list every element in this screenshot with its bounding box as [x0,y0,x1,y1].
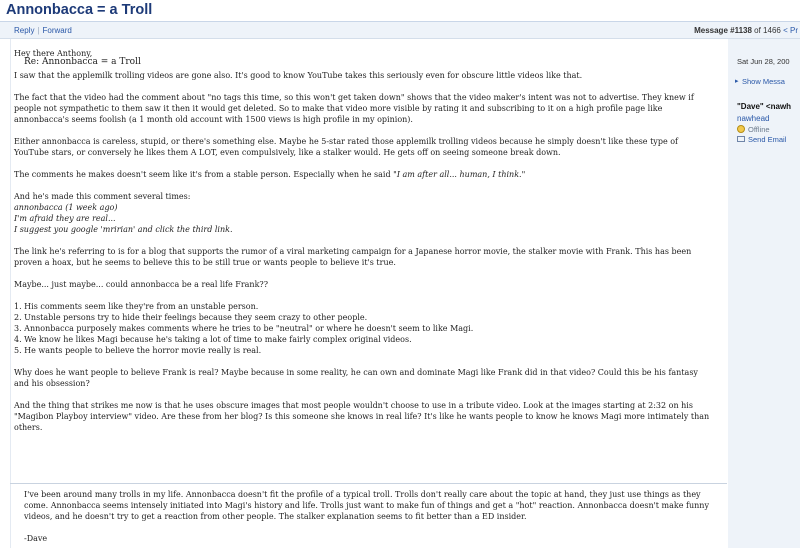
window-title-bar [0,0,800,22]
message-toolbar [0,22,800,39]
toolbar-actions [14,26,72,35]
message-subject: Re: Annonbacca = a Troll [24,57,141,67]
message-paragraph: I've been around many trolls in my life. Annonbacca doesn't fit the profile of a typical troll. Trolls don't really care about the topic at hand, they just use things as they come. Annonbacca seems intensely initiated into Magi's history and life. Trolls just want to make fun of things and get a "hot" reaction. Annonbacca doesn't make funny videos, and he doesn't try to get a reaction from other people. The stalker explanation seems to fit better than a ED insider. [24,490,709,521]
show-message-label: Show Messa [742,77,785,86]
prev-link[interactable]: < Pr [783,26,798,35]
message-paragraph: Maybe... just maybe... could annonbacca be a real life Frank?? [14,280,269,289]
message-paragraph: Why does he want people to believe Frank is real? Maybe because in some reality, he can own and dominate Magi like Frank did in that video? Could this be his fantasy and his obsession? [14,368,698,388]
sender-name: "Dave" <nawh [737,102,792,111]
list-item: 1. His comments seem like they're from an unstable person. [14,302,259,311]
sender-handle-link[interactable]: nawhead [737,114,770,123]
quote-outro: " [521,170,526,179]
message-date: Sat Jun 28, 200 [737,57,790,66]
message-paragraph: The fact that the video had the comment about "no tags this time, so this won't get taken down" shows that the video maker's intent was not to advertise. They knew if people not sympathetic to them saw it then it would get deleted. So to make that video more visible by rating it and subscribing to it on a high profile page like annonbacca's seems foolish (a 1 month old account with 1500 views is high profile in my opinion). [14,93,694,124]
comment-line: annonbacca (1 week ago) [14,203,118,212]
forward-link[interactable]: Forward [42,26,72,35]
message-paragraph-quote [14,169,714,180]
window-title: Annonbacca = a Troll [6,2,153,18]
message-total: of 1466 [754,26,781,35]
send-email-link[interactable] [737,135,786,144]
message-counter [694,26,798,35]
expand-triangle-icon: ▸ [735,78,739,85]
show-message-link[interactable] [735,77,785,86]
message-paragraph: I saw that the applemilk trolling videos are gone also. It's good to know YouTube takes this seriously even for obscure little videos like that. [14,71,583,80]
message-paragraph: Either annonbacca is careless, stupid, or there's something else. Maybe he 5-star rated those applemilk trolling videos because he simply doesn't like these type of YouTube stars, or conversely he likes them A LOT, even compulsively, like a stalker would. He gets off on seeing someone break down. [14,137,678,157]
list-item: 5. He wants people to believe the horror movie really is real. [14,346,262,355]
quote-intro: The comments he makes doesn't seem like it's from a stable person. Especially when he said " [14,170,397,179]
toolbar-separator: | [37,26,40,35]
message-comments-block [14,191,714,235]
message-paragraph: Hey there Anthony, [14,49,93,58]
status-label: Offline [748,125,770,134]
message-divider [10,483,727,484]
quote-italic: I am after all... human, I think. [396,170,522,179]
online-status [737,125,770,134]
message-list [14,301,714,356]
list-item: 2. Unstable persons try to hide their feelings because they seem crazy to other people. [14,313,368,322]
envelope-icon [737,136,745,142]
message-paragraph: And the thing that strikes me now is that he uses obscure images that most people wouldn't choose to use in a tribute video. Look at the images starting at 2:32 on his "Magibon Playboy interview" video. Are these from her blog? Is this someone she knows in real life? It's like he wants people to know he knows Magi more intimately than others. [14,401,710,432]
status-smiley-icon [737,125,745,133]
comments-intro: And he's made this comment several times: [14,192,191,201]
send-email-label: Send Email [748,135,787,144]
comment-line: I suggest you google 'mririan' and click the third link. [14,225,233,234]
list-item: 4. We know he likes Magi because he's taking a lot of time to make fairly complex original videos. [14,335,412,344]
message-signature: -Dave [24,534,48,543]
message-body-continued [24,489,716,555]
message-body [14,48,714,444]
message-number: Message #1138 [694,26,752,35]
sender-sidebar [728,39,800,548]
comment-line: I'm afraid they are real... [14,214,116,223]
message-paragraph: The link he's referring to is for a blog that supports the rumor of a viral marketing campaign for a Japanese horror movie, the stalker movie with Frank. This has been proven a hoax, but he seems to believe this to be still true or wants people to believe it's true. [14,247,692,267]
reply-link[interactable]: Reply [14,26,35,35]
list-item: 3. Annonbacca purposely makes comments where he tries to be "neutral" or where he doesn't seem to like Magi. [14,324,474,333]
